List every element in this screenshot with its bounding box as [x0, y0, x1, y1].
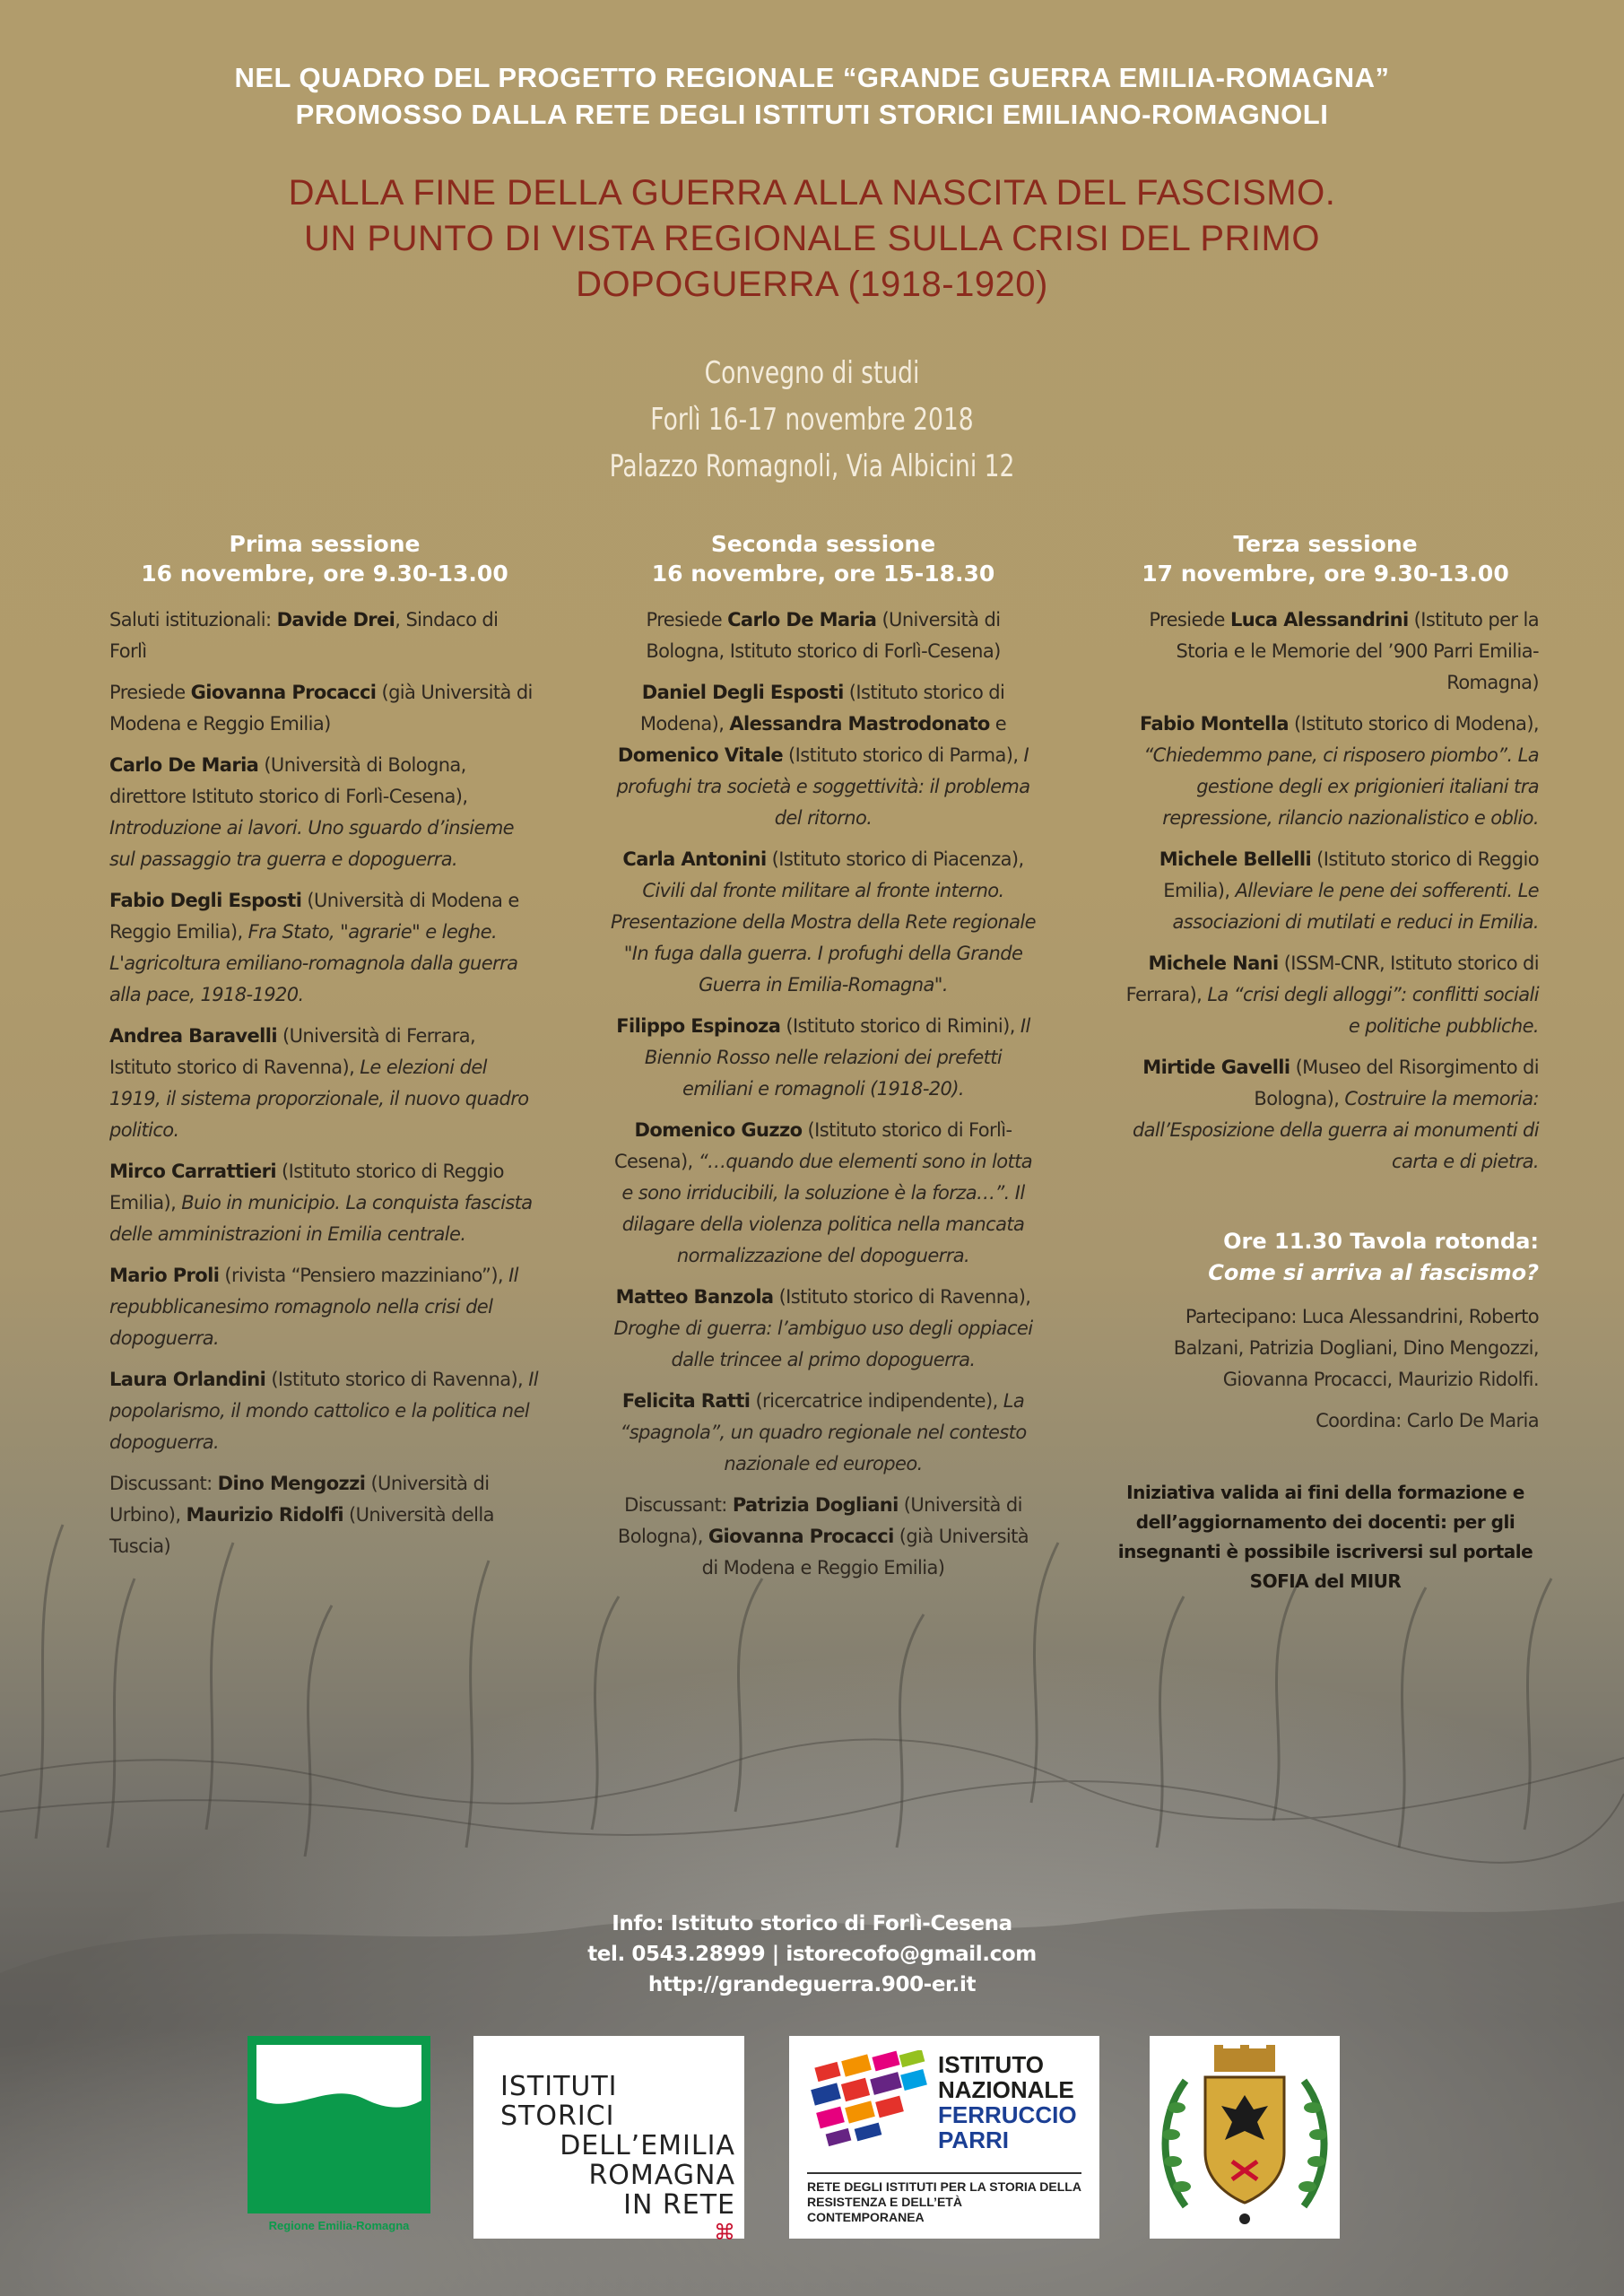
forli-coat-of-arms-icon [1150, 2036, 1340, 2239]
contacts-line: tel. 0543.28999 | istorecofo@gmail.com [587, 1943, 1037, 1966]
contact-info [0, 1909, 1624, 2000]
speaker-affiliation: e [989, 713, 1007, 735]
session-3-name: Terza sessione [1233, 531, 1418, 557]
speaker-affiliation: (rivista “Pensiero mazziniano”), [219, 1265, 509, 1286]
entry-prefix: Presiede [109, 682, 191, 703]
speaker-affiliation: (Istituto storico di Ravenna), [773, 1286, 1031, 1308]
network-mark-icon: ⌘ [714, 2221, 735, 2245]
speaker-affiliation: (Università di Bologna), [617, 1494, 1022, 1547]
talk-title: Le elezioni del 1919, il sistema proporzionale, il nuovo quadro politico. [109, 1057, 529, 1141]
event-venue: Palazzo Romagnoli, Via Albicini 12 [609, 448, 1015, 484]
istituto-parri-logo [789, 2036, 1099, 2239]
speaker-name: Felicita Ratti [621, 1390, 751, 1412]
session-2-entry [610, 677, 1037, 834]
speaker-name: Carla Antonini [622, 848, 767, 870]
talk-title: La “spagnola”, un quadro regionale nel contesto nazionale ed europeo. [620, 1390, 1027, 1474]
talk-title: Buio in municipio. La conquista fascista delle amministrazioni in Emilia centrale. [109, 1192, 533, 1245]
session-1-time: 16 novembre, ore 9.30-13.00 [141, 561, 508, 587]
title-line-3: DOPOGUERRA (1918-1920) [576, 265, 1048, 304]
session-1-name: Prima sessione [229, 531, 421, 557]
session-3-entry [1112, 1052, 1539, 1178]
session-3-entry [1112, 604, 1539, 699]
speaker-affiliation: (Istituto storico di Modena), [639, 682, 1005, 735]
entry-prefix: Discussant: [109, 1473, 218, 1494]
speaker-name: Dino Mengozzi [217, 1473, 366, 1494]
speaker-name: Fabio Montella [1139, 713, 1289, 735]
talk-title: “Chiedemmo pane, ci risposero piombo”. La gestione degli ex prigionieri italiani tra repressione, rilancio nazionalistico e oblio. [1143, 744, 1539, 829]
parri-mosaic-icon [807, 2050, 933, 2149]
speaker-affiliation: (Istituto storico di Forlì-Cesena), [613, 1119, 1012, 1172]
speaker-name: Matteo Banzola [615, 1286, 774, 1308]
speaker-name: Giovanna Procacci [708, 1526, 894, 1547]
session-3-entry [1112, 844, 1539, 938]
session-2-entry [610, 1282, 1037, 1376]
speaker-name: Maurizio Ridolfi [186, 1504, 343, 1526]
session-3-header [1112, 529, 1539, 588]
talk-title: Introduzione ai lavori. Uno sguardo d’insieme sul passaggio tra guerra e dopoguerra. [109, 817, 515, 870]
teacher-training-note: Iniziativa valida ai fini della formazione e dell’aggiornamento dei docenti: per gli insegnanti è possibile iscriversi sul portale SOFIA del MIUR [1117, 1482, 1533, 1592]
talk-title: Alleviare le pene dei sofferenti. Le associazioni di mutilati e reduci in Emilia. [1172, 880, 1539, 933]
speaker-affiliation: (Istituto storico di Rimini), [780, 1015, 1020, 1037]
title-line-2: UN PUNTO DI VISTA REGIONALE SULLA CRISI DEL PRIMO [304, 219, 1320, 258]
session-2-entry [610, 1011, 1037, 1105]
entry-prefix: Presiede [1149, 609, 1230, 631]
speaker-affiliation: (Istituto storico di Parma), [782, 744, 1024, 766]
speaker-name: Giovanna Procacci [190, 682, 377, 703]
event-type: Convegno di studi [704, 355, 920, 391]
session-1-entry [109, 1021, 540, 1146]
speaker-name: Laura Orlandini [109, 1369, 266, 1390]
speaker-affiliation: (già Università di Modena e Reggio Emilia) [701, 1526, 1029, 1578]
project-line-1: NEL QUADRO DEL PROGETTO REGIONALE “GRANDE GUERRA EMILIA-ROMAGNA” [234, 62, 1390, 93]
speaker-affiliation: (Istituto storico di Reggio Emilia), [1163, 848, 1539, 901]
talk-title: Costruire la memoria: dall’Esposizione della guerra ai monumenti di carta e di pietra. [1132, 1088, 1539, 1172]
entry-prefix: Presiede [646, 609, 728, 631]
parri-name [938, 2052, 1077, 2152]
speaker-affiliation: , Sindaco di Forlì [109, 609, 499, 662]
session-1-entry [109, 1364, 540, 1458]
round-table-participants: Partecipano: Luca Alessandrini, Roberto Balzani, Patrizia Dogliani, Dino Mengozzi, Giovanna Procacci, Maurizio Ridolfi. [1173, 1306, 1539, 1390]
talk-title: “…quando due elementi sono in lotta e sono irriducibili, la soluzione è la forza…”. Il dilagare della violenza politica nella mancata normalizzazione del dopoguerra. [621, 1151, 1033, 1266]
session-1-entry [109, 604, 540, 667]
info-line: Info: Istituto storico di Forlì-Cesena [612, 1912, 1012, 1935]
session-3-column [1112, 529, 1539, 1596]
session-1-header [109, 529, 540, 588]
entry-prefix: Discussant: [624, 1494, 733, 1516]
session-2-column [610, 529, 1037, 1594]
speaker-affiliation: (ricercatrice indipendente), [750, 1390, 1003, 1412]
istituti-line-1: ISTITUTI STORICI [500, 2071, 618, 2132]
speaker-name: Michele Nani [1148, 952, 1279, 974]
round-table-title: Come si arriva al fascismo? [1208, 1260, 1539, 1285]
speaker-name: Carlo De Maria [727, 609, 877, 631]
speaker-affiliation: (Università della Tuscia) [109, 1504, 494, 1557]
parri-line-3: FERRUCCIO [938, 2101, 1077, 2128]
speaker-name: Mirtide Gavelli [1142, 1057, 1290, 1078]
speaker-affiliation: (Museo del Risorgimento di Bologna), [1254, 1057, 1539, 1109]
istituti-line-2: DELL’EMILIA [560, 2130, 735, 2161]
session-3-time: 17 novembre, ore 9.30-13.00 [1142, 561, 1509, 587]
speaker-affiliation: (Università di Modena e Reggio Emilia), [109, 890, 519, 943]
regione-emilia-romagna-logo [248, 2036, 430, 2239]
session-2-entry [610, 844, 1037, 1001]
speaker-name: Alessandra Mastrodonato [729, 713, 990, 735]
parri-subtitle: RETE DEGLI ISTITUTI PER LA STORIA DELLA RESISTENZA E DELL’ETÀ CONTEMPORANEA [807, 2172, 1081, 2225]
project-line-2: PROMOSSO DALLA RETE DEGLI ISTITUTI STORICI EMILIANO-ROMAGNOLI [295, 99, 1329, 130]
round-table-time: Ore 11.30 Tavola rotonda: [1223, 1229, 1539, 1254]
session-2-time: 16 novembre, ore 15-18.30 [651, 561, 995, 587]
istituti-line-4: IN RETE [623, 2189, 735, 2221]
session-2-entry [610, 1115, 1037, 1272]
regione-label: Regione Emilia-Romagna [268, 2219, 410, 2232]
session-3-entry [1112, 709, 1539, 834]
session-2-discussant [610, 1490, 1037, 1584]
comune-forli-logo [1150, 2036, 1340, 2239]
speaker-name: Mario Proli [109, 1265, 220, 1286]
speaker-affiliation: (Istituto storico di Modena), [1288, 713, 1539, 735]
speaker-name: Domenico Vitale [617, 744, 783, 766]
round-table-coordinator: Coordina: Carlo De Maria [1316, 1410, 1539, 1431]
session-2-header [610, 529, 1037, 588]
parri-line-4: PARRI [938, 2126, 1009, 2153]
entry-prefix: Saluti istituzionali: [109, 609, 277, 631]
session-1-entry [109, 677, 540, 740]
speaker-name: Patrizia Dogliani [732, 1494, 899, 1516]
speaker-affiliation: (Università di Urbino), [109, 1473, 490, 1526]
speaker-name: Andrea Baravelli [109, 1025, 277, 1047]
speaker-name: Mirco Carrattieri [109, 1161, 276, 1182]
speaker-name: Domenico Guzzo [634, 1119, 803, 1141]
project-subtitle [0, 59, 1624, 133]
session-2-entry [610, 1386, 1037, 1480]
session-1-entry [109, 750, 540, 875]
speaker-affiliation: (Università di Ferrara, Istituto storico di Ravenna), [109, 1025, 476, 1078]
session-2-entry [610, 604, 1037, 667]
parri-line-2: NAZIONALE [938, 2076, 1074, 2103]
session-3-entry [1112, 948, 1539, 1042]
speaker-affiliation: (Università di Bologna, direttore Istituto storico di Forlì-Cesena), [109, 754, 468, 807]
speaker-name: Carlo De Maria [109, 754, 259, 776]
session-1-column [109, 529, 540, 1572]
speaker-name: Daniel Degli Esposti [641, 682, 844, 703]
website-link[interactable]: http://grandeguerra.900-er.it [647, 1973, 977, 1996]
talk-title: Il popolarismo, il mondo cattolico e la politica nel dopoguerra. [109, 1369, 539, 1453]
title-line-1: DALLA FINE DELLA GUERRA ALLA NASCITA DEL FASCISMO. [288, 173, 1336, 213]
round-table-heading [1112, 1226, 1539, 1289]
event-info [178, 350, 1446, 490]
conference-title [126, 170, 1498, 308]
speaker-affiliation: (Università di Bologna, Istituto storico di Forlì-Cesena) [646, 609, 1001, 662]
speaker-affiliation: (ISSM-CNR, Istituto storico di Ferrara), [1125, 952, 1539, 1005]
talk-title: Civili dal fronte militare al fronte interno. Presentazione della Mostra della Rete regionale "In fuga dalla guerra. I profughi della Grande Guerra in Emilia-Romagna". [611, 880, 1036, 996]
talk-title: Fra Stato, "agrarie" e leghe. L'agricoltura emiliano-romagnola dalla guerra alla pace, 1918-1920. [109, 921, 518, 1005]
parri-line-1: ISTITUTO [938, 2051, 1044, 2078]
speaker-name: Michele Bellelli [1159, 848, 1312, 870]
speaker-name: Filippo Espinoza [616, 1015, 781, 1037]
regione-emblem-icon [256, 2045, 421, 2205]
talk-title: La “crisi degli alloggi”: conflitti sociali e politiche pubbliche. [1207, 984, 1539, 1037]
talk-title: Il Biennio Rosso nelle relazioni dei prefetti emiliani e romagnoli (1918-20). [644, 1015, 1030, 1100]
speaker-affiliation: (già Università di Modena e Reggio Emilia) [109, 682, 533, 735]
speaker-affiliation: (Istituto per la Storia e le Memorie del ’900 Parri Emilia-Romagna) [1176, 609, 1539, 693]
session-1-entry [109, 885, 540, 1011]
istituti-storici-logo [473, 2036, 744, 2245]
event-dates: Forlì 16-17 novembre 2018 [650, 402, 974, 438]
speaker-affiliation: (Istituto storico di Piacenza), [766, 848, 1024, 870]
session-1-entry [109, 1156, 540, 1250]
session-2-name: Seconda sessione [710, 531, 936, 557]
session-1-entry [109, 1260, 540, 1354]
istituti-line-3: ROMAGNA [588, 2160, 735, 2191]
speaker-name: Davide Drei [276, 609, 395, 631]
talk-title: I profughi tra società e soggettività: il problema del ritorno. [616, 744, 1030, 829]
speaker-name: Fabio Degli Esposti [109, 890, 302, 911]
talk-title: Droghe di guerra: l’ambiguo uso degli oppiacei dalle trincee al primo dopoguerra. [613, 1318, 1033, 1370]
session-1-discussant [109, 1468, 540, 1562]
speaker-affiliation: (Istituto storico di Reggio Emilia), [109, 1161, 504, 1213]
speaker-affiliation: (Istituto storico di Ravenna), [265, 1369, 529, 1390]
talk-title: Il repubblicanesimo romagnolo nella crisi del dopoguerra. [109, 1265, 518, 1349]
speaker-name: Luca Alessandrini [1229, 609, 1409, 631]
